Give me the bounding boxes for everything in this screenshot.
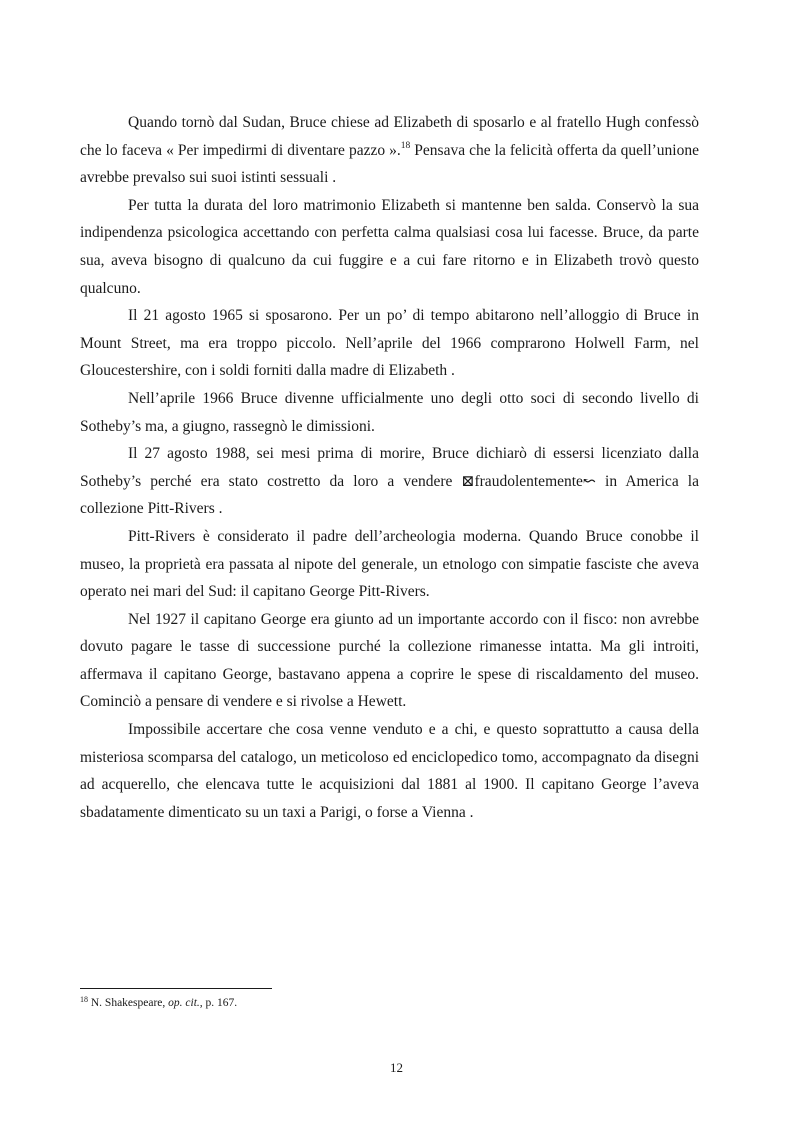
footnote-number: 18 <box>80 995 88 1004</box>
footnote-reference[interactable]: 18 <box>400 140 411 151</box>
paragraph-2: Per tutta la durata del loro matrimonio Elizabeth si mantenne ben salda. Conservò la sua indipendenza psicologica accettando con perfetta calma qualsiasi cosa lui facesse. Bruce, da parte sua, aveva bisogno di qualcuno da cui fuggire e a cui fare ritorno e in Elizabeth trovò questo qualcuno. <box>80 196 699 297</box>
paragraph-7: Nel 1927 il capitano George era giunto ad un importante accordo con il fisco: non avrebbe dovuto pagare le tasse di successione purché la collezione rimanesse intatta. Ma gli introiti, affermava il capitano George, bastavano appena a coprire le spese di riscaldamento del museo. Cominciò a pensare di vendere e si rivolse a Hewett. <box>80 610 699 711</box>
paragraph-1-text-b: Pensava che la felicità offerta da quell’unione avrebbe prevalso sui suoi istinti sessuali . <box>80 141 699 187</box>
footnote-work: op. cit., <box>168 997 203 1009</box>
paragraph-1 <box>80 109 699 192</box>
paragraph-1-text-a: Quando tornò dal Sudan, Bruce chiese ad Elizabeth di sposarlo e al fratello Hugh confessò che lo faceva « Per impedirmi di diventare pazzo ». <box>80 114 699 159</box>
footnote-page: p. 167. <box>202 997 238 1009</box>
paragraph-6: Pitt-Rivers è considerato il padre dell’archeologia moderna. Quando Bruce conobbe il museo, la proprietà era passata al nipote del generale, un etnologo con simpatie fasciste che aveva operato nei mari del Sud: il capitano George Pitt-Rivers. <box>80 527 699 601</box>
body-text <box>80 109 699 826</box>
footnote <box>80 996 699 1011</box>
paragraph-8: Impossibile accertare che cosa venne venduto e a chi, e questo soprattutto a causa della misteriosa scomparsa del catalogo, un meticoloso ed enciclopedico tomo, accompagnato da disegni ad acquerello, che elencava tutte le acquisizioni dal 1881 al 1900. Il capitano George l’aveva sbadatamente dimenticato su un taxi a Parigi, o forse a Vienna . <box>80 721 699 821</box>
footnote-separator <box>80 988 272 989</box>
paragraph-3: Il 21 agosto 1965 si sposarono. Per un po’ di tempo abitarono nell’alloggio di Bruce in Mount Street, ma era troppo piccolo. Nell’aprile del 1966 comprarono Holwell Farm, nel Gloucestershire, con i soldi forniti dalla madre di Elizabeth . <box>80 307 699 380</box>
page-number: 12 <box>390 1060 403 1075</box>
paragraph-5: Il 27 agosto 1988, sei mesi prima di morire, Bruce dichiarò di essersi licenziato dalla Sotheby’s perché era stato costretto da loro a vendere ⊠fraudolentemente↜ in America la collezione Pitt-Rivers . <box>80 445 699 518</box>
paragraph-4: Nell’aprile 1966 Bruce divenne ufficialmente uno degli otto soci di secondo livello di Sotheby’s ma, a giugno, rassegnò le dimissioni. <box>80 389 699 435</box>
footnote-author: N. Shakespeare, <box>88 997 169 1009</box>
